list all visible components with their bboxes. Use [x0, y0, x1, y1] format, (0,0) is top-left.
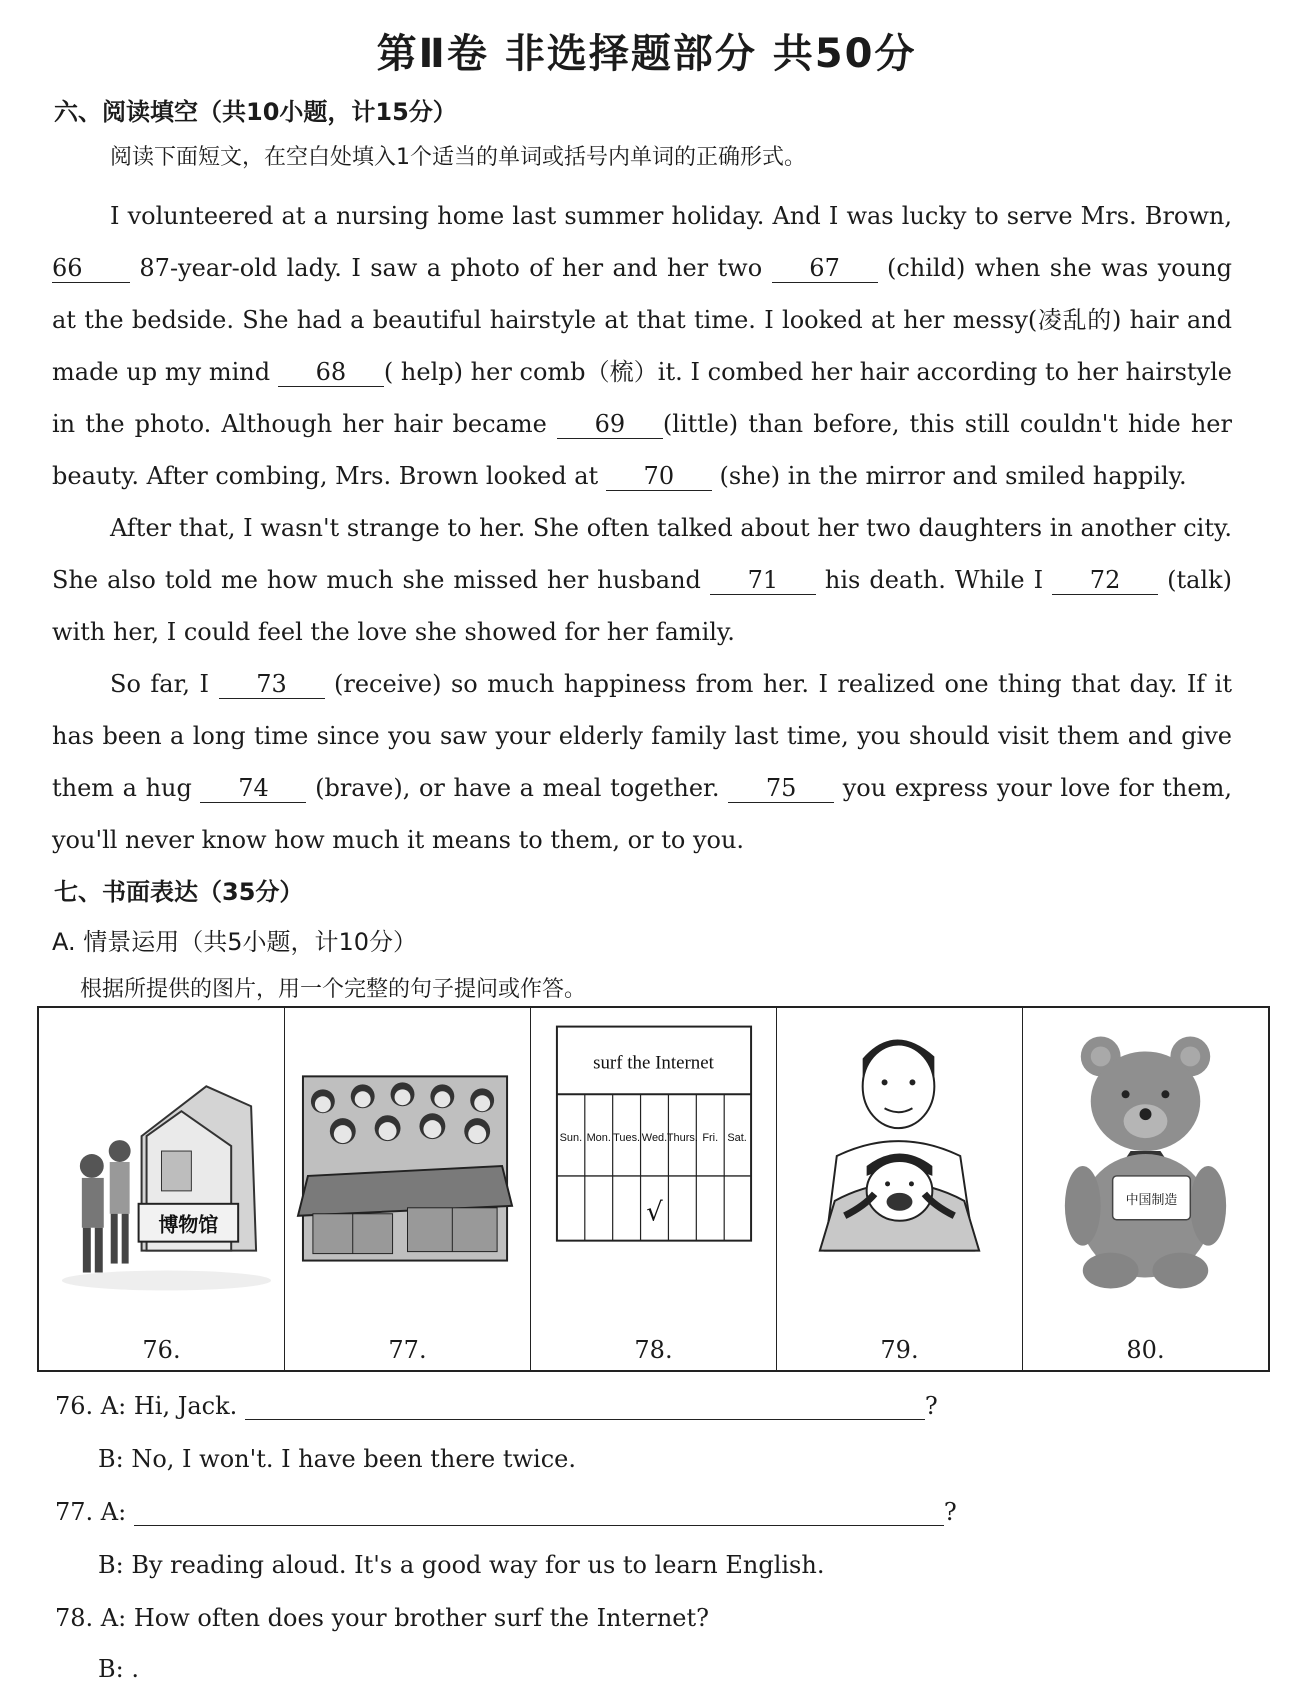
question-77-b: B: By reading aloud. It's a good way for us to learn English.: [98, 1551, 825, 1579]
teddy-bear-picture: [1031, 1016, 1260, 1306]
passage-paragraph-1: I volunteered at a nursing home last summer holiday. And I was lucky to serve Mrs. Brown, 66 87-year-old lady. I saw a photo of her and her two 67 (child) when she was young at the bedside. She had a beautiful hairstyle at that time. I looked at her messy(凌乱的) hair and made up my mind 68 ( help) her comb（梳）it. I combed her hair according to her hairstyle in the photo. Although her hair became 69 (little) than before, this still couldn't hide her beauty. After combing, Mrs. Brown looked at 70 (she) in the mirror and smiled happily.: [52, 202, 1232, 490]
blank-68[interactable]: 68: [278, 358, 384, 387]
passage-paragraph-2: After that, I wasn't strange to her. She often talked about her two daughters in another city. She also told me how much she missed her husband 71 his death. While I 72 (talk) with her, I could feel the love she showed for her family.: [52, 514, 1232, 646]
blank-66[interactable]: 66: [52, 254, 130, 283]
day-thurs: Thurs.: [666, 1132, 698, 1145]
question-76-b: B: No, I won't. I have been there twice.: [98, 1445, 576, 1473]
classroom-picture: [293, 1016, 522, 1306]
question-78-b: B: .: [98, 1655, 140, 1683]
made-in-china-tag: 中国制造: [1125, 1192, 1178, 1208]
picture-cell-79: [777, 1008, 1023, 1370]
day-mon: Mon.: [586, 1132, 611, 1145]
blank-70[interactable]: 70: [606, 462, 712, 491]
reading-passage: [52, 190, 1232, 866]
internet-calendar-picture: [539, 1016, 768, 1306]
section-7a-heading: A. 情景运用（共5小题，计10分）: [52, 928, 418, 956]
question-76-a: 76. A: Hi, Jack. ?: [55, 1392, 938, 1420]
question-77-a: 77. A: ?: [55, 1498, 957, 1526]
day-fri: Fri.: [702, 1132, 719, 1145]
blank-75[interactable]: 75: [728, 774, 834, 803]
picture-table: [37, 1006, 1270, 1372]
passage-paragraph-3: So far, I 73 (receive) so much happiness from her. I realized one thing that day. If it has been a long time since you saw your elderly family last time, you should visit them and give them a hug 74 (brave), or have a meal together. 75 you express your love for them, you'll never know how much it means to them, or to you.: [52, 670, 1232, 854]
picture-number-76: 76.: [142, 1336, 181, 1364]
section-6-instruction: 阅读下面短文，在空白处填入1个适当的单词或括号内单词的正确形式。: [110, 145, 806, 170]
check-mark-icon: √: [646, 1197, 663, 1228]
page-title: 第Ⅱ卷 非选择题部分 共50分: [376, 31, 917, 77]
blank-69[interactable]: 69: [557, 410, 663, 439]
calendar-header: surf the Internet: [593, 1052, 714, 1074]
picture-cell-77: [285, 1008, 531, 1370]
section-7a-instruction: 根据所提供的图片，用一个完整的句子提问或作答。: [80, 977, 587, 1002]
museum-picture: [47, 1016, 276, 1306]
picture-number-80: 80.: [1126, 1336, 1165, 1364]
picture-cell-76: [39, 1008, 285, 1370]
section-6-heading: 六、阅读填空（共10小题，计15分）: [54, 98, 457, 126]
blank-71[interactable]: 71: [710, 566, 816, 595]
section-7-heading: 七、书面表达（35分）: [54, 878, 304, 906]
answer-line-77[interactable]: [134, 1499, 944, 1526]
picture-cell-78: [531, 1008, 777, 1370]
day-tues: Tues.: [613, 1132, 641, 1145]
blank-74[interactable]: 74: [200, 774, 306, 803]
day-wed: Wed.: [641, 1132, 668, 1145]
museum-sign: 博物馆: [158, 1213, 219, 1237]
question-78-a: 78. A: How often does your brother surf the Internet?: [55, 1604, 709, 1632]
picture-number-78: 78.: [634, 1336, 673, 1364]
day-sun: Sun.: [559, 1132, 583, 1145]
picture-cell-80: [1023, 1008, 1268, 1370]
blank-72[interactable]: 72: [1052, 566, 1158, 595]
answer-line-76[interactable]: [245, 1393, 925, 1420]
dentist-picture: [785, 1016, 1014, 1306]
blank-67[interactable]: 67: [772, 254, 878, 283]
blank-73[interactable]: 73: [219, 670, 325, 699]
picture-number-79: 79.: [880, 1336, 919, 1364]
day-sat: Sat.: [727, 1132, 747, 1145]
picture-number-77: 77.: [388, 1336, 427, 1364]
